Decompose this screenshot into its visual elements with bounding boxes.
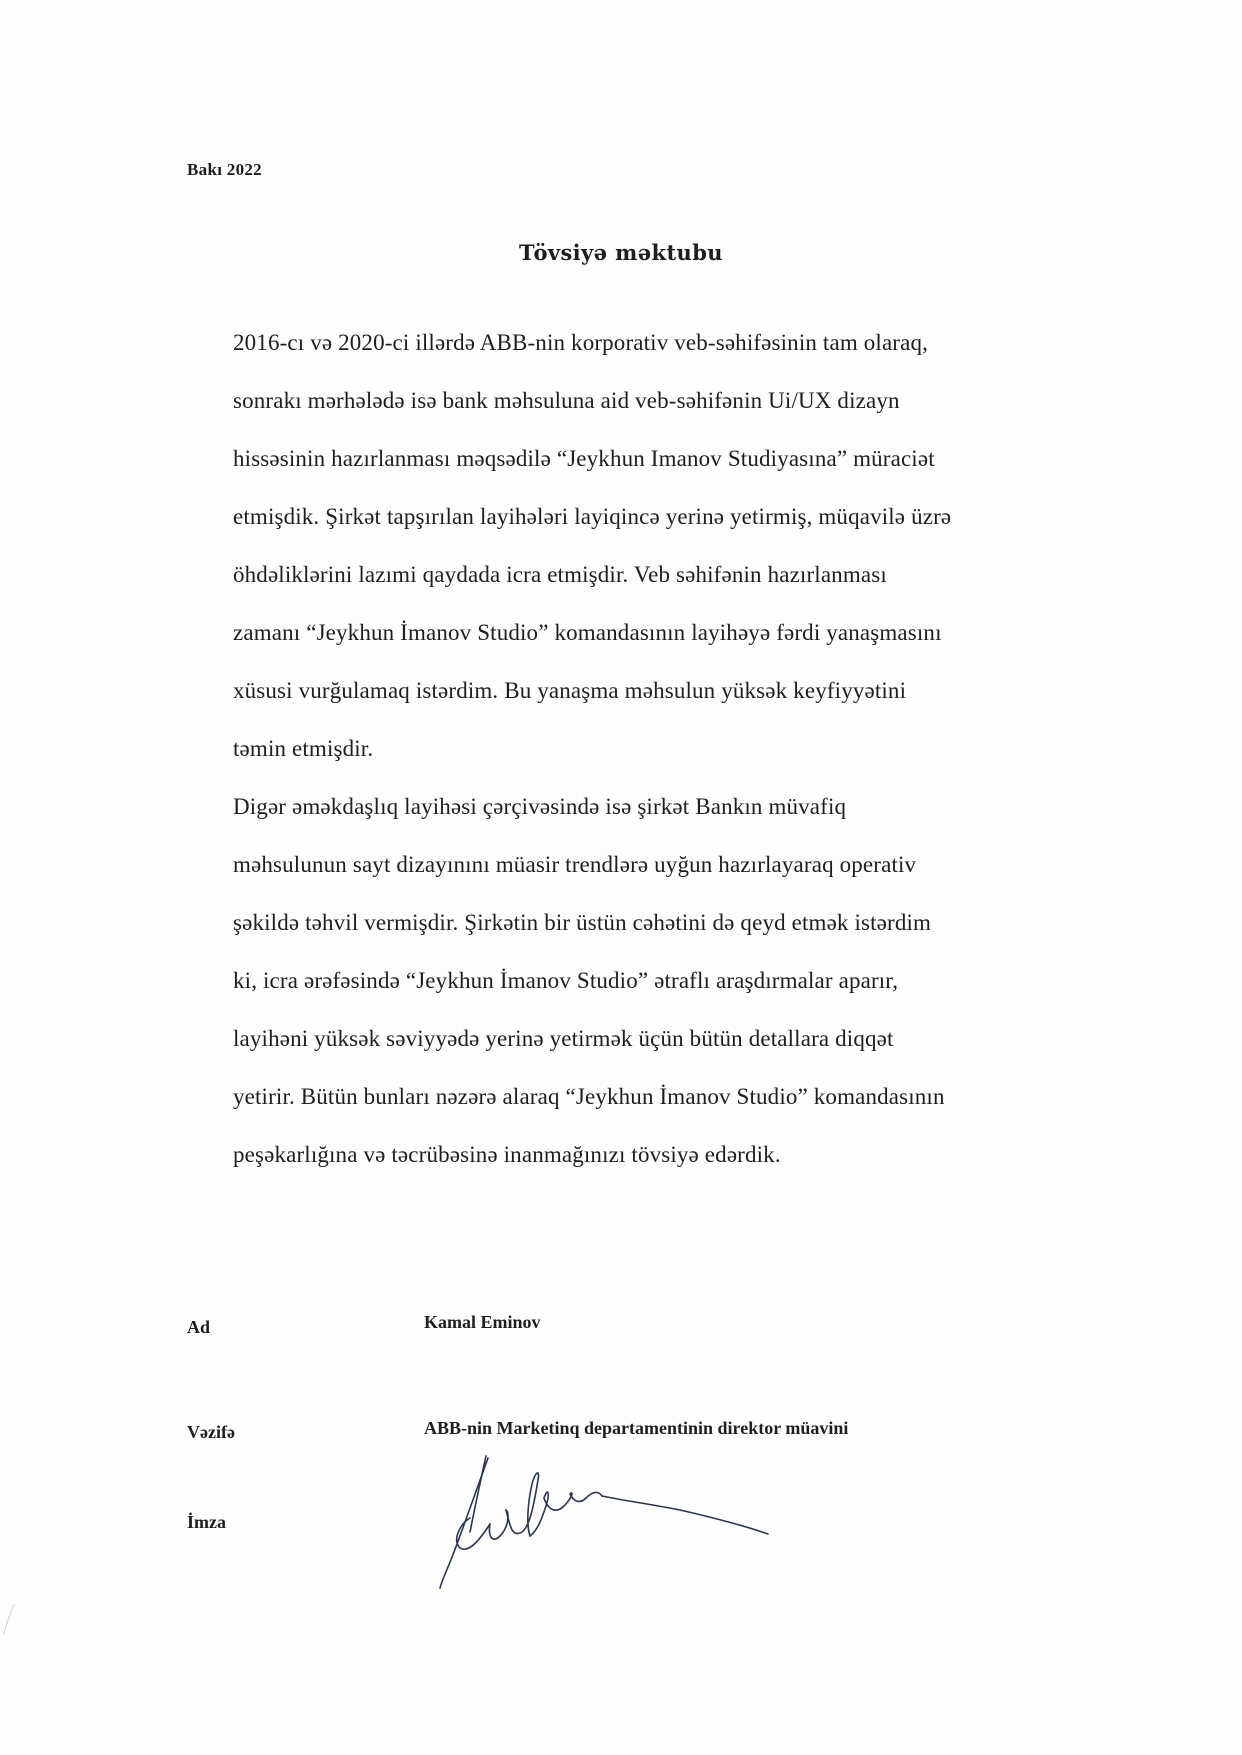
name-label: Ad	[187, 1317, 211, 1337]
handwritten-signature-icon	[430, 1440, 790, 1590]
letter-date: Bakı 2022	[187, 160, 262, 179]
name-value: Kamal Eminov	[424, 1312, 541, 1332]
body-line: məhsulunun sayt dizayınını müasir trendlərə uyğun hazırlayaraq operativ	[233, 852, 917, 877]
body-line: yetirir. Bütün bunları nəzərə alaraq “Jeykhun İmanov Studio” komandasının	[233, 1084, 945, 1109]
body-line: təmin etmişdir.	[233, 736, 374, 761]
letter-title: Tövsiyə məktubu	[519, 240, 723, 265]
position-label: Vəzifə	[187, 1422, 235, 1442]
body-line: şəkildə təhvil vermişdir. Şirkətin bir üstün cəhətini də qeyd etmək istərdim	[233, 910, 932, 935]
body-line: hissəsinin hazırlanması məqsədilə “Jeykhun Imanov Studiyasına” müraciət	[233, 446, 935, 471]
body-line: öhdəliklərini lazımi qaydada icra etmişdir. Veb səhifənin hazırlanması	[233, 562, 887, 587]
body-line: 2016-cı və 2020-ci illərdə ABB-nin korporativ veb-səhifəsinin tam olaraq,	[233, 330, 929, 355]
body-line: ki, icra ərəfəsində “Jeykhun İmanov Studio” ətraflı araşdırmalar aparır,	[233, 968, 899, 993]
body-line: layihəni yüksək səviyyədə yerinə yetirmək üçün bütün detallara diqqət	[233, 1026, 894, 1051]
body-line: sonrakı mərhələdə isə bank məhsuluna aid veb-səhifənin Ui/UX dizayn	[233, 388, 900, 413]
body-line: zamanı “Jeykhun İmanov Studio” komandasının layihəyə fərdi yanaşmasını	[233, 620, 942, 645]
scan-mark-icon	[0, 1600, 20, 1640]
body-line: peşəkarlığına və təcrübəsinə inanmağınızı tövsiyə edərdik.	[233, 1142, 781, 1167]
body-line: Digər əməkdaşlıq layihəsi çərçivəsində isə şirkət Bankın müvafiq	[233, 794, 847, 819]
position-value: ABB-nin Marketinq departamentinin direktor müavini	[424, 1418, 849, 1438]
body-line: xüsusi vurğulamaq istərdim. Bu yanaşma məhsulun yüksək keyfiyyətini	[233, 678, 907, 703]
body-line: etmişdik. Şirkət tapşırılan layihələri layiqincə yerinə yetirmiş, müqavilə üzrə	[233, 504, 952, 529]
signature-label: İmza	[187, 1512, 226, 1532]
